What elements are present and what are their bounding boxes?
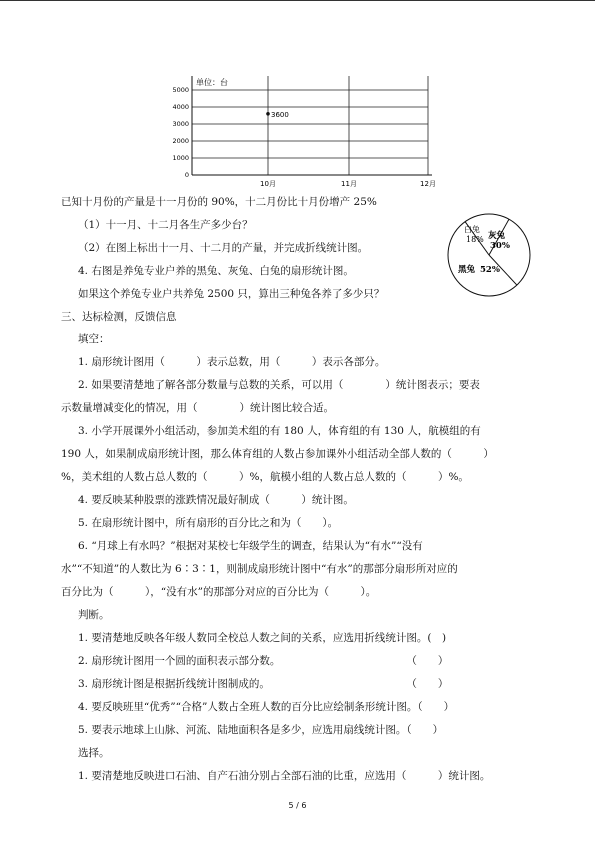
pie-chart-svg	[444, 210, 534, 300]
chart-unit-label: 单位：台	[196, 78, 228, 87]
x-tick-10: 10月	[260, 180, 276, 188]
y-tick-3000: 3000	[172, 120, 189, 128]
pie-value-white: 18%	[466, 235, 484, 244]
data-point-oct	[266, 112, 270, 116]
text-line: 5. 要表示地球上山脉、河流、陆地面积各是多少，应选用扇线统计图。（ ）	[78, 724, 444, 736]
text-line: 4. 要反映某种股票的涨跌情况最好制成（ ）统计图。	[78, 494, 354, 506]
text-line: 百分比为（ ），“没有水”的那部分对应的百分比为（ ）。	[61, 586, 377, 598]
text-line: 示数量增减变化的情况，用（ ）统计图比较合适。	[61, 402, 334, 414]
pie-label-black: 黑兔	[458, 265, 476, 275]
text-line: 4. 右图是养兔专业户养的黑兔、灰兔、白兔的扇形统计图。	[78, 265, 354, 277]
text-line: 水”“不知道”的人数比为 6∶3∶1，则制成扇形统计图中“有水”的那部分扇形所对应的	[61, 563, 458, 575]
text-line: 2. 如果要清楚地了解各部分数量与总数的关系，可以用（ ）统计图表示；要表	[78, 379, 480, 391]
y-tick-2000: 2000	[172, 137, 189, 145]
pie-value-gray: 30%	[490, 241, 510, 251]
y-tick-4000: 4000	[172, 103, 189, 111]
subheading: 判断。	[78, 609, 110, 621]
text-line: （2）在图上标出十一月、十二月的产量，并完成折线统计图。	[78, 242, 369, 254]
text-line: 2. 扇形统计图用一个圆的面积表示部分数。 （ ）	[78, 655, 449, 667]
page-number: 5 / 6	[288, 801, 307, 810]
data-label-oct: 3600	[271, 110, 289, 119]
x-tick-12: 12月	[420, 180, 436, 188]
text-line: 1. 要清楚地反映进口石油、自产石油分别占全部石油的比重，应选用（ ）统计图。	[78, 770, 491, 782]
subheading: 选择。	[78, 747, 110, 759]
text-line: 6. “月球上有水吗？”根据对某校七年级学生的调查，结果认为“有水”“没有	[78, 540, 423, 552]
text-line: 4. 要反映班里“优秀”“合格”人数占全班人数的百分比应绘制条形统计图。（ ）	[78, 701, 455, 713]
text-line: 已知十月份的产量是十一月份的 90%，十二月份比十月份增产 25%	[61, 196, 377, 208]
line-chart	[160, 68, 450, 190]
text-line: 如果这个养兔专业户共养兔 2500 只，算出三种兔各养了多少只？	[78, 288, 385, 300]
line-chart-svg	[160, 68, 450, 190]
pie-label-gray: 灰兔	[488, 231, 506, 241]
text-line: 190 人，如果制成扇形统计图，那么体育组的人数占参加课外小组活动全部人数的（ ）	[61, 448, 494, 460]
text-line: 1. 要清楚地反映各年级人数同全校总人数之间的关系，应选用折线统计图。( )	[78, 632, 447, 644]
text-line: （1）十一月、十二月各生产多少台？	[78, 219, 253, 231]
y-tick-5000: 5000	[172, 86, 189, 94]
y-tick-1000: 1000	[172, 154, 189, 162]
x-tick-11: 11月	[341, 180, 357, 188]
text-line: 3. 扇形统计图是根据折线统计图制成的。 （ ）	[78, 678, 449, 690]
text-line: %，美术组的人数占总人数的（ ）%，航模小组的人数占总人数的（ ）%。	[61, 471, 469, 483]
pie-chart	[444, 210, 534, 300]
pie-value-black: 52%	[480, 265, 500, 275]
text-line: 5. 在扇形统计图中，所有扇形的百分比之和为（ ）。	[78, 517, 339, 529]
top-border	[0, 0, 595, 1]
section-heading: 三、达标检测，反馈信息	[61, 311, 177, 323]
subheading: 填空：	[78, 333, 110, 345]
y-tick-0: 0	[184, 171, 189, 179]
text-line: 3. 小学开展课外小组活动，参加美术组的有 180 人，体育组的有 130 人，航模组的有	[78, 425, 481, 437]
pie-label-white: 白兔	[464, 225, 480, 234]
text-line: 1. 扇形统计图用（ ）表示总数，用（ ）表示各部分。	[78, 356, 386, 368]
chart-grid	[192, 76, 432, 175]
